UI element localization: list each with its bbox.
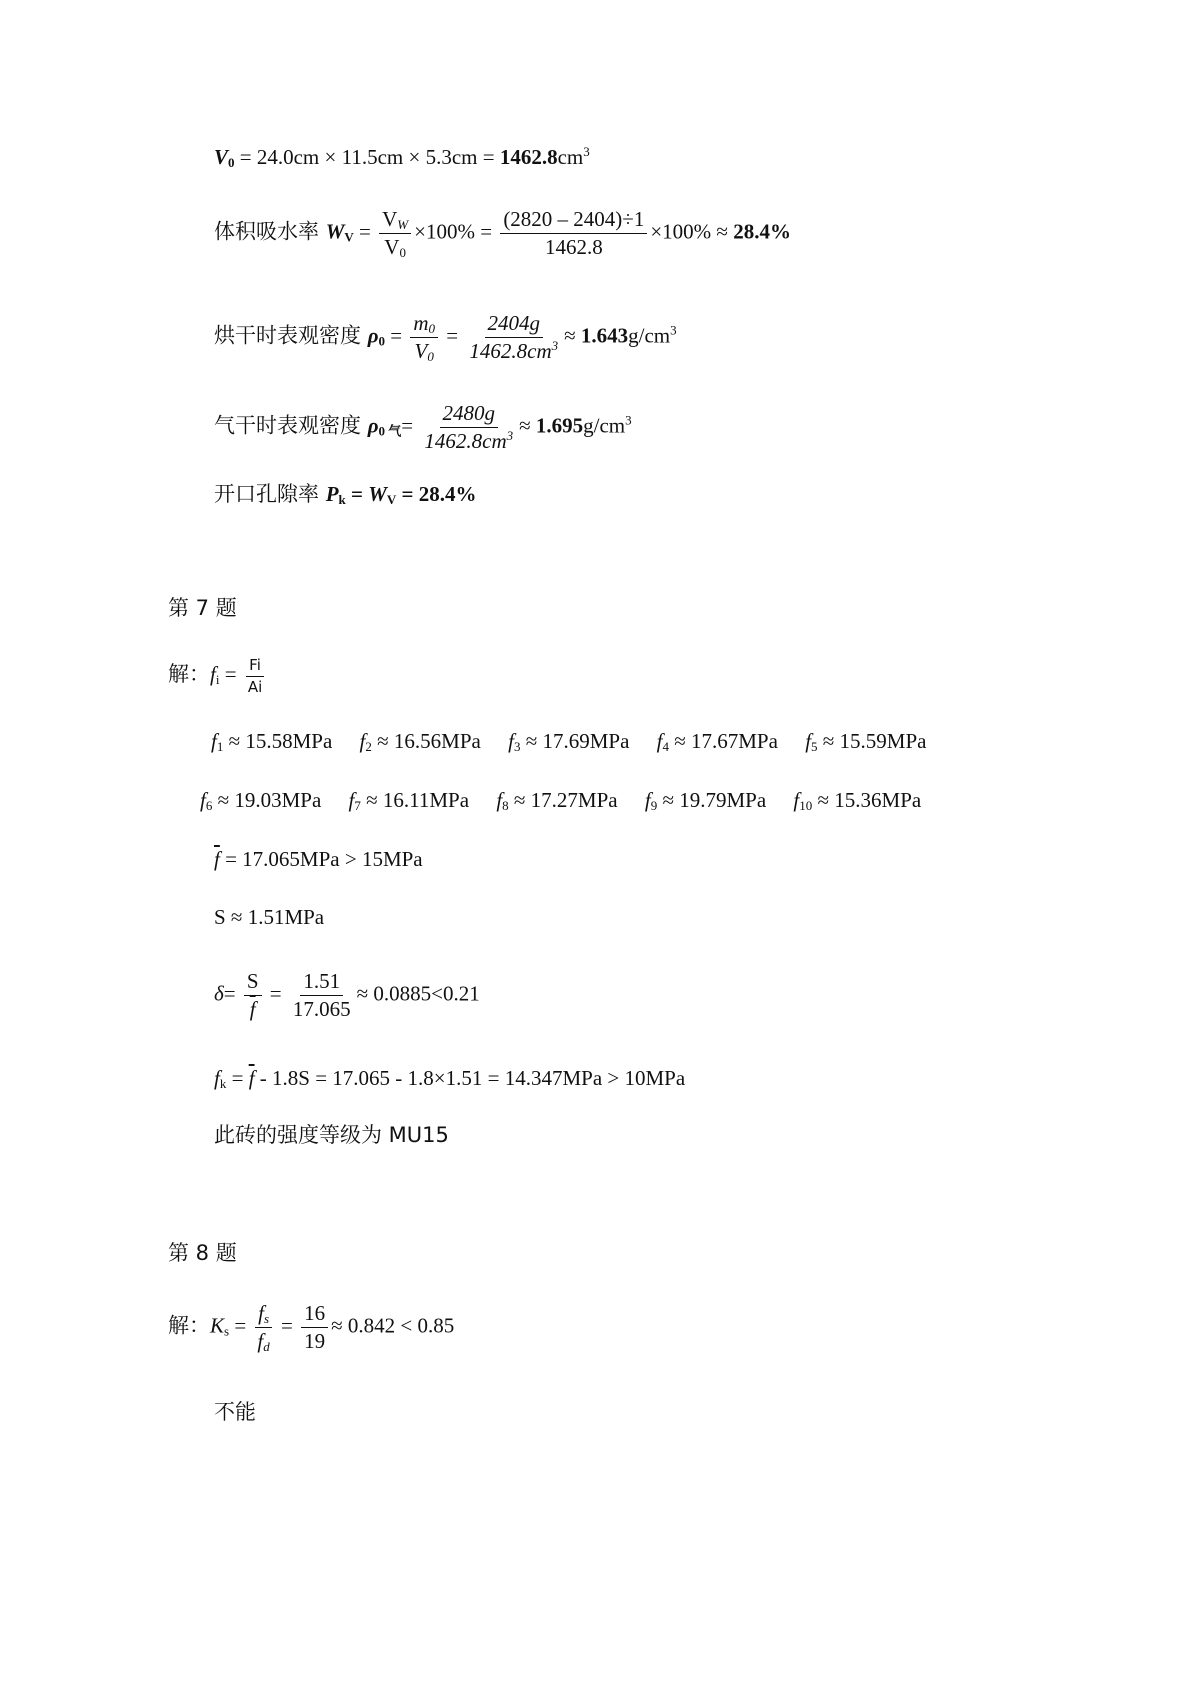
pk-equation xyxy=(214,484,477,505)
rho-air-var-sub: 0 气 xyxy=(378,423,402,439)
rho-dry-f1-num-text: m xyxy=(413,311,429,335)
v0-result: 1462.8 xyxy=(499,145,558,169)
v0-var: V xyxy=(214,145,229,169)
rho-dry-fraction-2 xyxy=(466,312,561,363)
q7-delta-f1-num: S xyxy=(244,970,262,996)
pk-var2: W xyxy=(368,482,387,506)
q7-f7-val: ≈ 16.11MPa xyxy=(360,788,470,812)
q7-delta-eq2: = xyxy=(264,981,282,1006)
q7-fk-sub: k xyxy=(219,1076,227,1091)
q7-f8 xyxy=(496,788,617,812)
q7-delta-f2-den: 17.065 xyxy=(292,997,351,1022)
q7-f2-sub: 2 xyxy=(365,739,372,754)
q7-delta-equation xyxy=(214,970,480,1021)
wv-f1-num-text: V xyxy=(382,207,398,231)
rho-air-var: ρ xyxy=(367,413,379,438)
rho-dry-f2-den xyxy=(466,338,561,363)
wv-f1-den-text: V xyxy=(384,235,400,260)
rho-air-f-den xyxy=(421,428,516,453)
q7-fi-sub: i xyxy=(215,671,220,687)
wv-eq: = xyxy=(353,219,371,244)
rho-air-approx: ≈ xyxy=(519,413,536,438)
wv-f1-num xyxy=(379,208,411,234)
f-symbol: f xyxy=(644,788,651,812)
q8-f1-den xyxy=(254,1328,272,1353)
q8-ks-equation xyxy=(168,1302,454,1353)
q8-fraction-2 xyxy=(301,1302,328,1353)
q7-fi-fraction xyxy=(245,657,265,695)
pk-var2-sub: V xyxy=(386,492,397,507)
q7-f6-sub: 6 xyxy=(205,798,213,813)
rho-dry-result: 1.643 xyxy=(580,323,629,348)
pk-var-sub: k xyxy=(338,492,346,507)
v0-unit: cm xyxy=(557,145,584,169)
rho-air-equation xyxy=(214,402,632,453)
f-symbol: f xyxy=(211,729,217,753)
q8-sol-label: 解： xyxy=(168,1313,210,1338)
q7-fk-var: f xyxy=(214,1066,220,1090)
q7-f8-val: ≈ 17.27MPa xyxy=(508,788,618,812)
q7-f3-val: ≈ 17.69MPa xyxy=(520,729,630,753)
q7-f1 xyxy=(211,729,332,753)
rho-air-eq: = xyxy=(401,413,414,438)
q7-fi-eq: = xyxy=(219,661,237,686)
q8-heading: 第 8 题 xyxy=(168,1241,237,1265)
q7-fk-bar: $\overline{f}$ xyxy=(248,1066,255,1090)
f-symbol: f xyxy=(359,729,366,753)
f-symbol: f xyxy=(805,729,812,753)
q7-f7 xyxy=(349,788,470,812)
pk-result: = 28.4% xyxy=(396,482,477,506)
wv-f2-den: 1462.8 xyxy=(544,235,603,260)
rho-dry-fraction-1 xyxy=(410,312,438,363)
q7-f4-val: ≈ 17.67MPa xyxy=(668,729,778,753)
q7-delta-fraction-2 xyxy=(290,970,354,1021)
q7-delta-eq: = xyxy=(223,981,236,1006)
q7-f5-val: ≈ 15.59MPa xyxy=(817,729,927,753)
rho-dry-eq2: = xyxy=(441,323,459,348)
q8-conclusion: 不能 xyxy=(214,1400,256,1424)
f-symbol: f xyxy=(656,729,663,753)
rho-dry-f1-den-sub: 0 xyxy=(427,349,434,365)
rho-dry-f2-den-sup: 3 xyxy=(551,338,559,354)
q7-delta-f1-den: f xyxy=(249,997,256,1022)
rho-dry-var: ρ xyxy=(367,323,379,348)
q7-f1-sub: 1 xyxy=(216,739,224,754)
q7-fi-definition xyxy=(168,657,268,695)
pk-label: 开口孔隙率 xyxy=(214,482,326,506)
q7-delta-f2-num: 1.51 xyxy=(300,970,343,996)
q8-fraction-1 xyxy=(254,1302,272,1353)
rho-dry-eq: = xyxy=(385,323,403,348)
f-symbol: f xyxy=(200,788,206,812)
rho-air-result: 1.695 xyxy=(535,413,584,438)
q7-f5-sub: 5 xyxy=(811,739,818,754)
v0-unit-sup: 3 xyxy=(583,144,590,159)
rho-dry-var-sub: 0 xyxy=(378,333,386,349)
v0-expr: = 24.0cm × 11.5cm × 5.3cm = xyxy=(234,145,500,169)
wv-var: W xyxy=(325,219,345,244)
v0-equation xyxy=(214,144,590,170)
rho-dry-unit: g/cm xyxy=(628,323,671,348)
wv-f1-num-sub: W xyxy=(397,217,409,232)
q7-f7-sub: 7 xyxy=(354,798,361,813)
rho-air-f-den-sup: 3 xyxy=(506,428,514,444)
wv-f1-den-sub: 0 xyxy=(399,245,406,261)
q7-std-dev: S ≈ 1.51MPa xyxy=(214,905,325,929)
q8-ks-eq: = xyxy=(229,1313,247,1338)
q8-f2-den: 19 xyxy=(304,1329,326,1354)
q7-delta-fraction-1 xyxy=(244,970,262,1021)
f-symbol: f xyxy=(793,788,800,812)
rho-dry-unit-sup: 3 xyxy=(670,322,677,338)
q7-delta-rest: ≈ 0.0885<0.21 xyxy=(356,981,480,1006)
rho-dry-label: 烘干时表观密度 xyxy=(214,323,368,348)
q7-f10 xyxy=(793,788,921,812)
f-symbol: f xyxy=(496,788,503,812)
q7-heading: 第 7 题 xyxy=(168,596,237,620)
q8-eq2: = xyxy=(275,1313,293,1338)
rho-dry-equation xyxy=(214,312,677,363)
q7-f10-sub: 10 xyxy=(799,798,813,813)
q7-f8-sub: 8 xyxy=(502,798,509,813)
q7-f2 xyxy=(360,729,481,753)
q7-sol-label: 解： xyxy=(168,661,210,686)
rho-air-fraction xyxy=(421,402,516,453)
q8-f1-num-sub: s xyxy=(263,1311,270,1326)
q7-f6 xyxy=(200,788,321,812)
wv-fraction-1 xyxy=(379,208,411,259)
wv-label: 体积吸水率 xyxy=(214,219,326,244)
q7-mean-strength xyxy=(214,849,423,870)
q7-fk-eq: = xyxy=(226,1066,249,1090)
q8-ks-sub: s xyxy=(224,1323,230,1339)
q7-f2-val: ≈ 16.56MPa xyxy=(371,729,481,753)
wv-fraction-2 xyxy=(500,208,647,259)
rho-air-unit: g/cm xyxy=(583,413,626,438)
q7-fbar-rest: = 17.065MPa > 15MPa xyxy=(219,847,423,871)
q7-f3-sub: 3 xyxy=(513,739,521,754)
q7-f9-val: ≈ 19.79MPa xyxy=(657,788,767,812)
pk-var: P xyxy=(325,482,339,506)
wv-mult2: ×100% ≈ xyxy=(650,219,734,244)
wv-f2-num: (2820 – 2404)÷1 xyxy=(500,208,647,234)
q8-ks-var: K xyxy=(210,1313,225,1338)
rho-dry-f1-num xyxy=(410,312,438,338)
rho-air-f-num: 2480g xyxy=(440,402,499,428)
q7-fk-rest: - 1.8S = 17.065 - 1.8×1.51 = 14.347MPa > 10MPa xyxy=(254,1066,686,1090)
q7-f4-sub: 4 xyxy=(662,739,669,754)
rho-dry-f1-den xyxy=(412,338,437,363)
q7-f9-sub: 9 xyxy=(650,798,658,813)
q7-f3 xyxy=(508,729,629,753)
q8-f1-num xyxy=(255,1302,272,1328)
f-symbol: f xyxy=(508,729,514,753)
wv-mult1: ×100% = xyxy=(414,219,493,244)
q7-f9 xyxy=(645,788,766,812)
rho-air-unit-sup: 3 xyxy=(625,412,632,428)
f-symbol: f xyxy=(348,788,355,812)
wv-equation xyxy=(214,208,791,259)
rho-air-label: 气干时表观密度 xyxy=(214,413,368,438)
q7-f10-val: ≈ 15.36MPa xyxy=(812,788,922,812)
q7-fi-num: Fi xyxy=(246,657,264,677)
q7-strength-row-1 xyxy=(211,731,926,752)
pk-eq: = xyxy=(345,482,369,506)
wv-var-sub: V xyxy=(344,229,354,245)
q7-strength-row-2 xyxy=(200,790,921,811)
q8-f1-den-sub: d xyxy=(263,1339,270,1355)
rho-air-f-den-text: 1462.8cm xyxy=(424,429,507,454)
rho-dry-f2-den-text: 1462.8cm xyxy=(469,339,552,364)
rho-dry-f1-den-text: V xyxy=(414,339,428,364)
q7-fi-var: f xyxy=(210,661,216,686)
q8-f1-num-text: f xyxy=(258,1301,264,1325)
rho-dry-approx: ≈ xyxy=(564,323,581,348)
wv-f1-den xyxy=(381,234,409,259)
q7-f4 xyxy=(657,729,778,753)
q7-delta-var: δ xyxy=(214,981,224,1006)
q8-f2-num: 16 xyxy=(301,1302,328,1328)
q7-f5 xyxy=(805,729,926,753)
q7-f1-val: ≈ 15.58MPa xyxy=(223,729,333,753)
q7-fi-den: Ai xyxy=(247,677,263,696)
wv-result: 28.4% xyxy=(733,219,791,244)
q7-fk-equation xyxy=(214,1068,685,1089)
v0-var-sub: 0 xyxy=(228,155,235,170)
rho-dry-f2-num: 2404g xyxy=(485,312,544,338)
q7-fbar-var: $\overline{f}$ xyxy=(214,847,220,871)
q8-f1-den-text: f xyxy=(257,1329,264,1354)
q7-conclusion: 此砖的强度等级为 MU15 xyxy=(214,1123,449,1147)
q8-rest: ≈ 0.842 < 0.85 xyxy=(331,1313,455,1338)
q7-f6-val: ≈ 19.03MPa xyxy=(212,788,322,812)
rho-dry-f1-num-sub: 0 xyxy=(428,321,436,336)
